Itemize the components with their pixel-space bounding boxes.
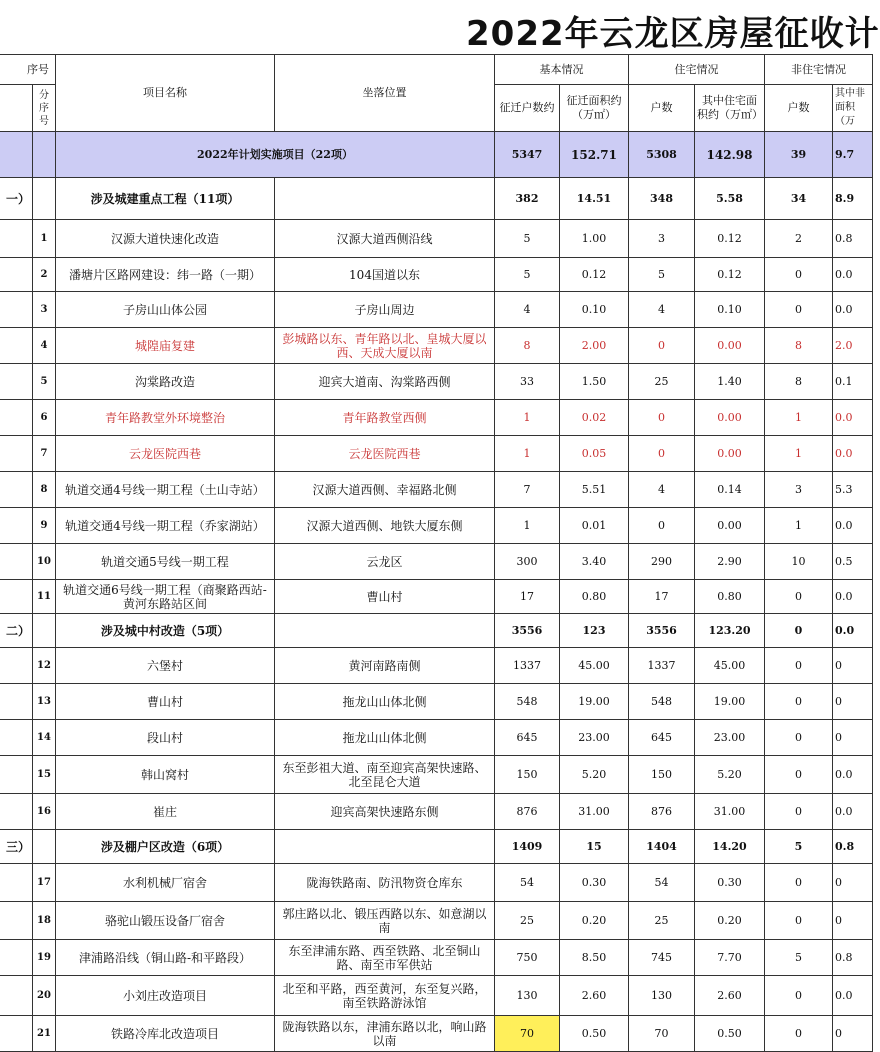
row-sub-seq: 3 [33, 292, 56, 328]
row-seq-blank [0, 756, 33, 794]
row-nonres-area: 0 [833, 864, 873, 902]
row-households: 17 [495, 580, 560, 614]
header-sub-seq: 分序号 [33, 85, 56, 132]
row-households: 1337 [495, 648, 560, 684]
row-res-households: 4 [629, 292, 695, 328]
section-seq: 二） [0, 614, 33, 648]
row-households: 645 [495, 720, 560, 756]
row-res-area: 0.00 [695, 508, 765, 544]
row-location: 汉源大道西侧、幸福路北侧 [275, 472, 495, 508]
row-location: 拖龙山山体北侧 [275, 720, 495, 756]
row-res-households: 150 [629, 756, 695, 794]
row-res-households: 3 [629, 220, 695, 258]
row-area: 5.51 [560, 472, 629, 508]
row-households: 25 [495, 902, 560, 940]
row-nonres-area: 0 [833, 902, 873, 940]
row-res-area: 23.00 [695, 720, 765, 756]
row-nonres-area: 0.5 [833, 544, 873, 580]
row-location: 拖龙山山体北侧 [275, 684, 495, 720]
row-location: 汉源大道西侧沿线 [275, 220, 495, 258]
row-project-name: 曹山村 [56, 684, 275, 720]
row-seq-blank [0, 472, 33, 508]
row-res-area: 2.60 [695, 976, 765, 1016]
row-seq-blank [0, 400, 33, 436]
table-row [0, 400, 873, 436]
row-nonres-area: 0.8 [833, 940, 873, 976]
row-res-households: 1404 [629, 830, 695, 864]
row-households: 548 [495, 684, 560, 720]
row-res-households: 3556 [629, 614, 695, 648]
row-nonres-households: 0 [765, 864, 833, 902]
row-households: 54 [495, 864, 560, 902]
row-households: 7 [495, 472, 560, 508]
row-res-households: 0 [629, 436, 695, 472]
section-seq: 三） [0, 830, 33, 864]
header-basic-area: 征迁面积约（万㎡） [560, 85, 629, 132]
row-seq-blank [0, 976, 33, 1016]
table-row [0, 684, 873, 720]
row-sub-seq: 18 [33, 902, 56, 940]
row-nonres-area: 8.9 [833, 178, 873, 220]
table-row [0, 328, 873, 364]
row-location: 黄河南路南侧 [275, 648, 495, 684]
row-sub-seq: 11 [33, 580, 56, 614]
table-row [0, 580, 873, 614]
header-res-households: 户数 [629, 85, 695, 132]
row-location: 青年路教堂西侧 [275, 400, 495, 436]
row-project-name: 潘塘片区路网建设：纬一路（一期） [56, 258, 275, 292]
table-row [0, 756, 873, 794]
row-area: 0.12 [560, 258, 629, 292]
row-res-households: 548 [629, 684, 695, 720]
row-sub-seq: 1 [33, 220, 56, 258]
row-sub-seq: 12 [33, 648, 56, 684]
row-project-name: 轨道交通5号线一期工程 [56, 544, 275, 580]
row-area: 0.50 [560, 1016, 629, 1052]
row-res-area: 0.80 [695, 580, 765, 614]
row-res-households: 0 [629, 328, 695, 364]
row-res-households: 290 [629, 544, 695, 580]
header-seq-blank [0, 85, 33, 132]
row-area: 0.05 [560, 436, 629, 472]
header-location: 坐落位置 [275, 55, 495, 132]
row-res-area: 0.50 [695, 1016, 765, 1052]
section-name: 涉及棚户区改造（6项） [56, 830, 275, 864]
row-nonres-area: 0.0 [833, 292, 873, 328]
row-res-households: 54 [629, 864, 695, 902]
summary-v1: 5347 [495, 132, 560, 178]
header-basic: 基本情况 [495, 55, 629, 85]
row-location: 北至和平路，西至黄河，东至复兴路，南至铁路游泳馆 [275, 976, 495, 1016]
row-nonres-households: 1 [765, 400, 833, 436]
row-seq-blank [0, 220, 33, 258]
header-res-area: 其中住宅面积约（万㎡） [695, 85, 765, 132]
row-sub-seq: 7 [33, 436, 56, 472]
row-seq-blank [0, 292, 33, 328]
row-households: 4 [495, 292, 560, 328]
row-project-name: 水利机械厂宿舍 [56, 864, 275, 902]
row-res-households: 25 [629, 902, 695, 940]
row-nonres-area: 0.0 [833, 580, 873, 614]
row-res-area: 0.10 [695, 292, 765, 328]
row-sub-seq: 13 [33, 684, 56, 720]
section-location-blank [275, 178, 495, 220]
row-nonres-households: 1 [765, 436, 833, 472]
row-nonres-households: 0 [765, 258, 833, 292]
row-sub-seq: 10 [33, 544, 56, 580]
row-sub-seq: 15 [33, 756, 56, 794]
row-area: 5.20 [560, 756, 629, 794]
row-households: 5 [495, 258, 560, 292]
row-nonres-households: 2 [765, 220, 833, 258]
row-sub-seq: 16 [33, 794, 56, 830]
row-res-households: 5 [629, 258, 695, 292]
header-basic-households: 征迁户数约 [495, 85, 560, 132]
row-households: 300 [495, 544, 560, 580]
header-project-name: 项目名称 [56, 55, 275, 132]
row-res-area: 7.70 [695, 940, 765, 976]
row-seq-blank [0, 720, 33, 756]
header-seq: 序号 [0, 55, 56, 85]
row-households: 5 [495, 220, 560, 258]
row-area: 3.40 [560, 544, 629, 580]
row-location: 子房山周边 [275, 292, 495, 328]
row-nonres-households: 0 [765, 648, 833, 684]
row-nonres-area: 5.3 [833, 472, 873, 508]
section-sub-blank [33, 614, 56, 648]
row-nonres-area: 0.0 [833, 614, 873, 648]
table-row [0, 436, 873, 472]
row-res-area: 123.20 [695, 614, 765, 648]
row-location: 曹山村 [275, 580, 495, 614]
table-row [0, 258, 873, 292]
row-nonres-area: 0 [833, 1016, 873, 1052]
row-nonres-area: 0 [833, 720, 873, 756]
header-nonres-area: 其中非面积（万 [833, 85, 873, 132]
row-area: 1.50 [560, 364, 629, 400]
row-nonres-households: 8 [765, 328, 833, 364]
row-location: 彭城路以东、青年路以北、皇城大厦以西、天成大厦以南 [275, 328, 495, 364]
row-res-households: 4 [629, 472, 695, 508]
summary-v2: 152.71 [560, 132, 629, 178]
row-nonres-households: 0 [765, 756, 833, 794]
section-row [0, 178, 873, 220]
table-row [0, 472, 873, 508]
row-project-name: 小刘庄改造项目 [56, 976, 275, 1016]
row-area: 0.20 [560, 902, 629, 940]
row-sub-seq: 14 [33, 720, 56, 756]
section-sub-blank [33, 830, 56, 864]
row-sub-seq: 4 [33, 328, 56, 364]
row-res-area: 0.20 [695, 902, 765, 940]
row-area: 45.00 [560, 648, 629, 684]
row-res-households: 0 [629, 508, 695, 544]
row-project-name: 云龙医院西巷 [56, 436, 275, 472]
row-res-area: 14.20 [695, 830, 765, 864]
row-res-area: 0.12 [695, 220, 765, 258]
row-households: 1409 [495, 830, 560, 864]
row-res-area: 5.20 [695, 756, 765, 794]
row-seq-blank [0, 328, 33, 364]
row-res-households: 0 [629, 400, 695, 436]
row-nonres-households: 0 [765, 1016, 833, 1052]
table-row [0, 220, 873, 258]
row-nonres-households: 10 [765, 544, 833, 580]
row-nonres-area: 0.0 [833, 258, 873, 292]
row-res-area: 0.00 [695, 328, 765, 364]
row-location: 陇海铁路以东，津浦东路以北，响山路以南 [275, 1016, 495, 1052]
row-sub-seq: 8 [33, 472, 56, 508]
row-nonres-households: 3 [765, 472, 833, 508]
row-nonres-households: 0 [765, 684, 833, 720]
row-area: 31.00 [560, 794, 629, 830]
row-sub-seq: 2 [33, 258, 56, 292]
row-nonres-households: 8 [765, 364, 833, 400]
row-nonres-area: 0.1 [833, 364, 873, 400]
row-res-households: 130 [629, 976, 695, 1016]
row-households: 750 [495, 940, 560, 976]
row-nonres-households: 1 [765, 508, 833, 544]
table-row [0, 976, 873, 1016]
row-seq-blank [0, 648, 33, 684]
row-seq-blank [0, 580, 33, 614]
row-households: 130 [495, 976, 560, 1016]
row-nonres-households: 0 [765, 902, 833, 940]
row-location: 东至津浦东路、西至铁路、北至铜山路、南至市军供站 [275, 940, 495, 976]
row-seq-blank [0, 794, 33, 830]
row-seq-blank [0, 436, 33, 472]
row-area: 0.10 [560, 292, 629, 328]
row-nonres-households: 0 [765, 580, 833, 614]
header-nonresidential: 非住宅情况 [765, 55, 873, 85]
row-nonres-area: 0.0 [833, 756, 873, 794]
row-project-name: 崔庄 [56, 794, 275, 830]
row-nonres-area: 2.0 [833, 328, 873, 364]
row-households: 382 [495, 178, 560, 220]
row-project-name: 子房山山体公园 [56, 292, 275, 328]
row-sub-seq: 21 [33, 1016, 56, 1052]
row-sub-seq: 17 [33, 864, 56, 902]
row-area: 1.00 [560, 220, 629, 258]
table-row [0, 544, 873, 580]
row-households: 150 [495, 756, 560, 794]
row-area: 0.01 [560, 508, 629, 544]
row-location: 104国道以东 [275, 258, 495, 292]
section-row [0, 830, 873, 864]
table-row [0, 794, 873, 830]
row-res-households: 25 [629, 364, 695, 400]
row-area: 0.80 [560, 580, 629, 614]
row-nonres-households: 0 [765, 614, 833, 648]
row-nonres-area: 0.8 [833, 220, 873, 258]
row-project-name: 段山村 [56, 720, 275, 756]
row-area: 15 [560, 830, 629, 864]
row-households: 33 [495, 364, 560, 400]
row-project-name: 六堡村 [56, 648, 275, 684]
table-row [0, 364, 873, 400]
row-nonres-area: 0.0 [833, 400, 873, 436]
section-location-blank [275, 830, 495, 864]
row-res-households: 876 [629, 794, 695, 830]
row-project-name: 汉源大道快速化改造 [56, 220, 275, 258]
row-res-households: 745 [629, 940, 695, 976]
row-seq-blank [0, 902, 33, 940]
row-seq-blank [0, 508, 33, 544]
row-seq-blank [0, 1016, 33, 1052]
row-nonres-area: 0 [833, 648, 873, 684]
row-sub-seq: 20 [33, 976, 56, 1016]
row-nonres-area: 0 [833, 684, 873, 720]
table-row [0, 940, 873, 976]
row-project-name: 轨道交通6号线一期工程（商聚路西站-黄河东路站区间 [56, 580, 275, 614]
row-project-name: 城隍庙复建 [56, 328, 275, 364]
row-sub-seq: 5 [33, 364, 56, 400]
row-location: 迎宾大道南、沟棠路西侧 [275, 364, 495, 400]
row-area: 0.30 [560, 864, 629, 902]
row-households: 876 [495, 794, 560, 830]
row-households: 70 [495, 1016, 560, 1052]
row-area: 0.02 [560, 400, 629, 436]
summary-v6: 9.7 [833, 132, 873, 178]
expropriation-plan-table [0, 54, 873, 1052]
row-res-area: 0.14 [695, 472, 765, 508]
row-seq-blank [0, 364, 33, 400]
section-location-blank [275, 614, 495, 648]
row-res-area: 31.00 [695, 794, 765, 830]
row-res-area: 5.58 [695, 178, 765, 220]
row-area: 14.51 [560, 178, 629, 220]
row-res-area: 0.00 [695, 400, 765, 436]
row-seq-blank [0, 864, 33, 902]
row-households: 1 [495, 436, 560, 472]
row-res-households: 645 [629, 720, 695, 756]
row-project-name: 沟棠路改造 [56, 364, 275, 400]
row-res-households: 70 [629, 1016, 695, 1052]
summary-row [0, 132, 873, 178]
row-project-name: 津浦路沿线（铜山路-和平路段） [56, 940, 275, 976]
row-nonres-households: 0 [765, 794, 833, 830]
row-res-households: 348 [629, 178, 695, 220]
row-project-name: 韩山窝村 [56, 756, 275, 794]
header-nonres-households: 户数 [765, 85, 833, 132]
row-location: 陇海铁路南、防汛物资仓库东 [275, 864, 495, 902]
table-row [0, 720, 873, 756]
section-sub-blank [33, 178, 56, 220]
row-res-households: 17 [629, 580, 695, 614]
row-sub-seq: 6 [33, 400, 56, 436]
row-nonres-area: 0.0 [833, 436, 873, 472]
row-location: 云龙区 [275, 544, 495, 580]
row-res-area: 1.40 [695, 364, 765, 400]
row-area: 8.50 [560, 940, 629, 976]
row-nonres-area: 0.0 [833, 508, 873, 544]
row-seq-blank [0, 940, 33, 976]
row-location: 郭庄路以北、锻压西路以东、如意湖以南 [275, 902, 495, 940]
table-row [0, 902, 873, 940]
row-project-name: 轨道交通4号线一期工程（乔家湖站） [56, 508, 275, 544]
document-title: 2022年云龙区房屋征收计 [466, 14, 880, 54]
row-nonres-households: 34 [765, 178, 833, 220]
summary-v5: 39 [765, 132, 833, 178]
row-seq-blank [0, 258, 33, 292]
row-nonres-area: 0.8 [833, 830, 873, 864]
row-res-area: 19.00 [695, 684, 765, 720]
row-area: 2.00 [560, 328, 629, 364]
row-households: 1 [495, 400, 560, 436]
row-nonres-households: 0 [765, 720, 833, 756]
summary-label: 2022年计划实施项目（22项） [56, 132, 495, 178]
row-nonres-households: 5 [765, 940, 833, 976]
row-res-area: 2.90 [695, 544, 765, 580]
row-households: 1 [495, 508, 560, 544]
row-seq-blank [0, 684, 33, 720]
row-area: 123 [560, 614, 629, 648]
section-seq: 一） [0, 178, 33, 220]
summary-v3: 5308 [629, 132, 695, 178]
row-res-area: 0.30 [695, 864, 765, 902]
table-row [0, 648, 873, 684]
row-nonres-households: 0 [765, 292, 833, 328]
header-residential: 住宅情况 [629, 55, 765, 85]
row-households: 8 [495, 328, 560, 364]
table-row [0, 292, 873, 328]
row-area: 2.60 [560, 976, 629, 1016]
row-res-area: 45.00 [695, 648, 765, 684]
table-row [0, 508, 873, 544]
section-name: 涉及城中村改造（5项） [56, 614, 275, 648]
row-area: 19.00 [560, 684, 629, 720]
row-location: 迎宾高架快速路东侧 [275, 794, 495, 830]
row-location: 汉源大道西侧、地铁大厦东侧 [275, 508, 495, 544]
table-body [0, 55, 873, 1052]
section-name: 涉及城建重点工程（11项） [56, 178, 275, 220]
row-project-name: 青年路教堂外环境整治 [56, 400, 275, 436]
table-row [0, 1016, 873, 1052]
row-location: 云龙医院西巷 [275, 436, 495, 472]
row-area: 23.00 [560, 720, 629, 756]
row-nonres-households: 0 [765, 976, 833, 1016]
row-res-households: 1337 [629, 648, 695, 684]
summary-v4: 142.98 [695, 132, 765, 178]
row-nonres-households: 5 [765, 830, 833, 864]
row-seq-blank [0, 544, 33, 580]
row-location: 东至彭祖大道、南至迎宾高架快速路、北至昆仑大道 [275, 756, 495, 794]
row-households: 3556 [495, 614, 560, 648]
row-project-name: 轨道交通4号线一期工程（土山寺站） [56, 472, 275, 508]
table-row [0, 864, 873, 902]
section-row [0, 614, 873, 648]
row-nonres-area: 0.0 [833, 976, 873, 1016]
row-res-area: 0.12 [695, 258, 765, 292]
row-sub-seq: 9 [33, 508, 56, 544]
row-res-area: 0.00 [695, 436, 765, 472]
row-nonres-area: 0.0 [833, 794, 873, 830]
row-sub-seq: 19 [33, 940, 56, 976]
row-project-name: 铁路冷库北改造项目 [56, 1016, 275, 1052]
row-project-name: 骆驼山锻压设备厂宿舍 [56, 902, 275, 940]
